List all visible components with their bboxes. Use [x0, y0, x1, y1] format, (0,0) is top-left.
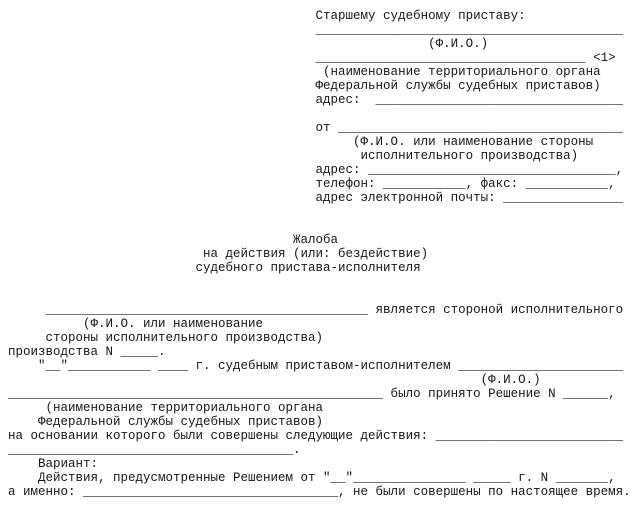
doc-title-line-2: на действия (или: бездействие) [8, 247, 429, 261]
org-caption-line-1: (наименование территориального органа [8, 65, 601, 79]
addressee-name-blank-line: _________________________________________ [8, 23, 624, 37]
blank-line [8, 275, 633, 289]
variant-not-performed-line: а именно: __________________________________, не были совершены по настоящее время. [8, 485, 631, 499]
body-bailiff-fio-caption-line: (Ф.И.О.) [8, 373, 541, 387]
blank-line [8, 107, 633, 121]
body-decision-line: __________________________________________________ было принято Решение N ______, [8, 387, 616, 401]
blank-line [8, 219, 633, 233]
party-email-line: адрес электронной почты: ________________ [8, 191, 624, 205]
body-proceeding-number-line: производства N _____. [8, 345, 166, 359]
body-fio-caption-line-1: (Ф.И.О. или наименование [8, 317, 264, 331]
org-caption-line-2: Федеральной службы судебных приставов) [8, 79, 601, 93]
org-name-blank-footnote-line: ____________________________________ <1> [8, 51, 616, 65]
body-org-caption-line-2: Федеральной службы судебных приставов) [8, 415, 324, 429]
body-fio-caption-line-2: стороны исполнительного производства) [8, 331, 324, 345]
body-actions-taken-line: на основании которого были совершены следующие действия: _________________________ [8, 429, 624, 443]
doc-title-line-3: судебного пристава-исполнителя [8, 261, 421, 275]
variant-heading-line: Вариант: [8, 457, 99, 471]
body-org-caption-line-1: (наименование территориального органа [8, 401, 324, 415]
party-caption-line-1: (Ф.И.О. или наименование стороны [8, 135, 594, 149]
blank-line [8, 205, 633, 219]
org-address-line: адрес: _________________________________ [8, 93, 624, 107]
party-phone-fax-line: телефон: ___________, факс: ___________, [8, 177, 616, 191]
body-date-bailiff-line: "__"___________ ____ г. судебным приставом-исполнителем ______________________ [8, 359, 624, 373]
addressee-fio-caption-line: (Ф.И.О.) [8, 37, 489, 51]
variant-actions-line: Действия, предусмотренные Решением от "__"_______________ _____ г. N _______, [8, 471, 616, 485]
from-party-line: от ______________________________________ [8, 121, 624, 135]
party-address-line: адрес: _________________________________, [8, 163, 624, 177]
body-party-statement-line: ___________________________________________ является стороной исполнительного [8, 303, 624, 317]
body-actions-continuation-line: ______________________________________. [8, 443, 301, 457]
party-caption-line-2: исполнительного производства) [8, 149, 579, 163]
blank-line [8, 289, 633, 303]
doc-title-line-1: Жалоба [8, 233, 339, 247]
addressee-heading-line: Старшему судебному приставу: [8, 9, 526, 23]
